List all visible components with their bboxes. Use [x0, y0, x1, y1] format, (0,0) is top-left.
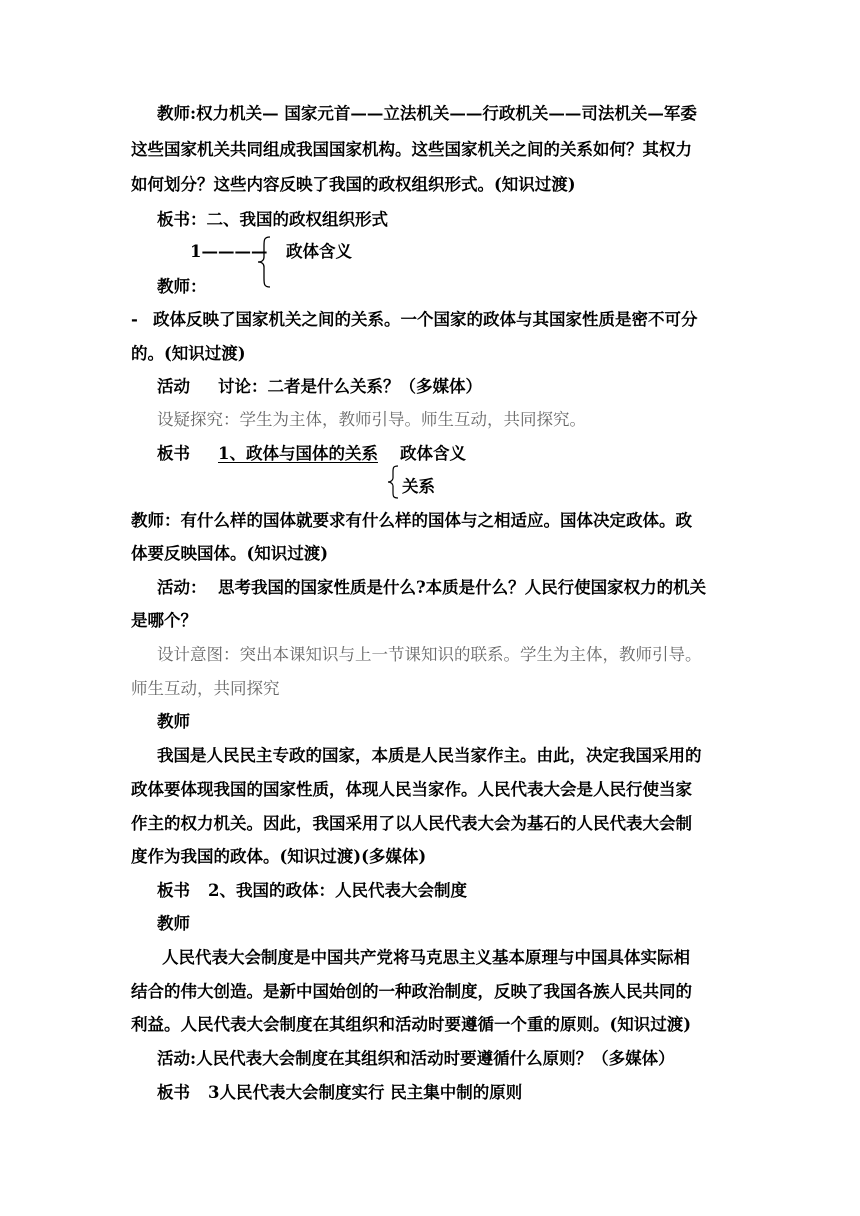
speaker-label: 教师 — [157, 712, 190, 731]
outline-item: 政体含义 — [400, 444, 466, 463]
speaker-label: 教师 — [157, 914, 190, 933]
board-label: 板书 — [157, 444, 190, 463]
paragraph-line: 教师：有什么样的国体就要求有什么样的国体与之相适应。国体决定政体。政 — [131, 511, 692, 530]
speaker-label: 教师： — [157, 277, 207, 296]
activity-label: 活动 — [157, 377, 190, 396]
curly-brace-icon — [256, 236, 272, 288]
board-label: 板书 — [157, 1083, 190, 1102]
paragraph-line: 这些国家机关共同组成我国国家机构。这些国家机关之间的关系如何？其权力 — [131, 140, 692, 159]
curly-brace-icon — [386, 465, 400, 499]
activity-label: 活动： — [157, 578, 207, 597]
board-heading: 板书：二、我国的政权组织形式 — [157, 210, 388, 229]
design-note: 设疑探究：学生为主体，教师引导。师生互动，共同探究。 — [157, 410, 586, 429]
paragraph-line: 教师:权力机关— 国家元首——立法机关——行政机关——司法机关—军委 — [157, 104, 697, 123]
paragraph-line: 如何划分？这些内容反映了我国的政权组织形式。(知识过渡) — [131, 175, 576, 194]
activity-text: 活动:人民代表大会制度在其组织和活动时要遵循什么原则？（多媒体） — [157, 1049, 675, 1068]
design-note: 师生互动，共同探究 — [131, 679, 280, 698]
paragraph-line: 我国是人民民主专政的国家，本质是人民当家作主。由此，决定我国采用的 — [157, 746, 702, 765]
paragraph-line: 利益。人民代表大会制度在其组织和活动时要遵循一个重的原则。(知识过渡) — [131, 1015, 692, 1034]
outline-number: 1———— — [190, 242, 268, 261]
paragraph-line: 度作为我国的政体。(知识过渡)(多媒体) — [131, 847, 427, 866]
board-item: 1、政体与国体的关系 — [218, 444, 378, 463]
design-note: 设计意图：突出本课知识与上一节课知识的联系。学生为主体，教师引导。 — [157, 645, 702, 664]
paragraph-line: 政体反映了国家机关之间的关系。一个国家的政体与其国家性质是密不可分 — [153, 310, 698, 329]
bullet-marker: - — [131, 310, 138, 329]
outline-item: 关系 — [402, 477, 435, 496]
paragraph-line: 是哪个？ — [131, 611, 197, 630]
activity-text: 讨论：二者是什么关系？（多媒体） — [218, 377, 482, 396]
paragraph-line: 的。(知识过渡) — [131, 344, 246, 363]
board-item: 3人民代表大会制度实行 民主集中制的原则 — [208, 1083, 523, 1102]
paragraph-line: 结合的伟大创造。是新中国始创的一种政治制度，反映了我国各族人民共同的 — [131, 982, 692, 1001]
outline-item: 政体含义 — [286, 242, 352, 261]
paragraph-line: 政体要体现我国的国家性质，体现人民当家作。人民代表大会是人民行使当家 — [131, 780, 692, 799]
paragraph-line: 人民代表大会制度是中国共产党将马克思主义基本原理与中国具体实际相 — [162, 948, 690, 967]
paragraph-line: 作主的权力机关。因此，我国采用了以人民代表大会为基石的人民代表大会制 — [131, 814, 692, 833]
activity-text: 思考我国的国家性质是什么?本质是什么？人民行使国家权力的机关 — [218, 578, 707, 597]
paragraph-line: 体要反映国体。(知识过渡) — [131, 544, 329, 563]
board-item: 2、我国的政体：人民代表大会制度 — [208, 881, 467, 900]
board-label: 板书 — [157, 881, 190, 900]
